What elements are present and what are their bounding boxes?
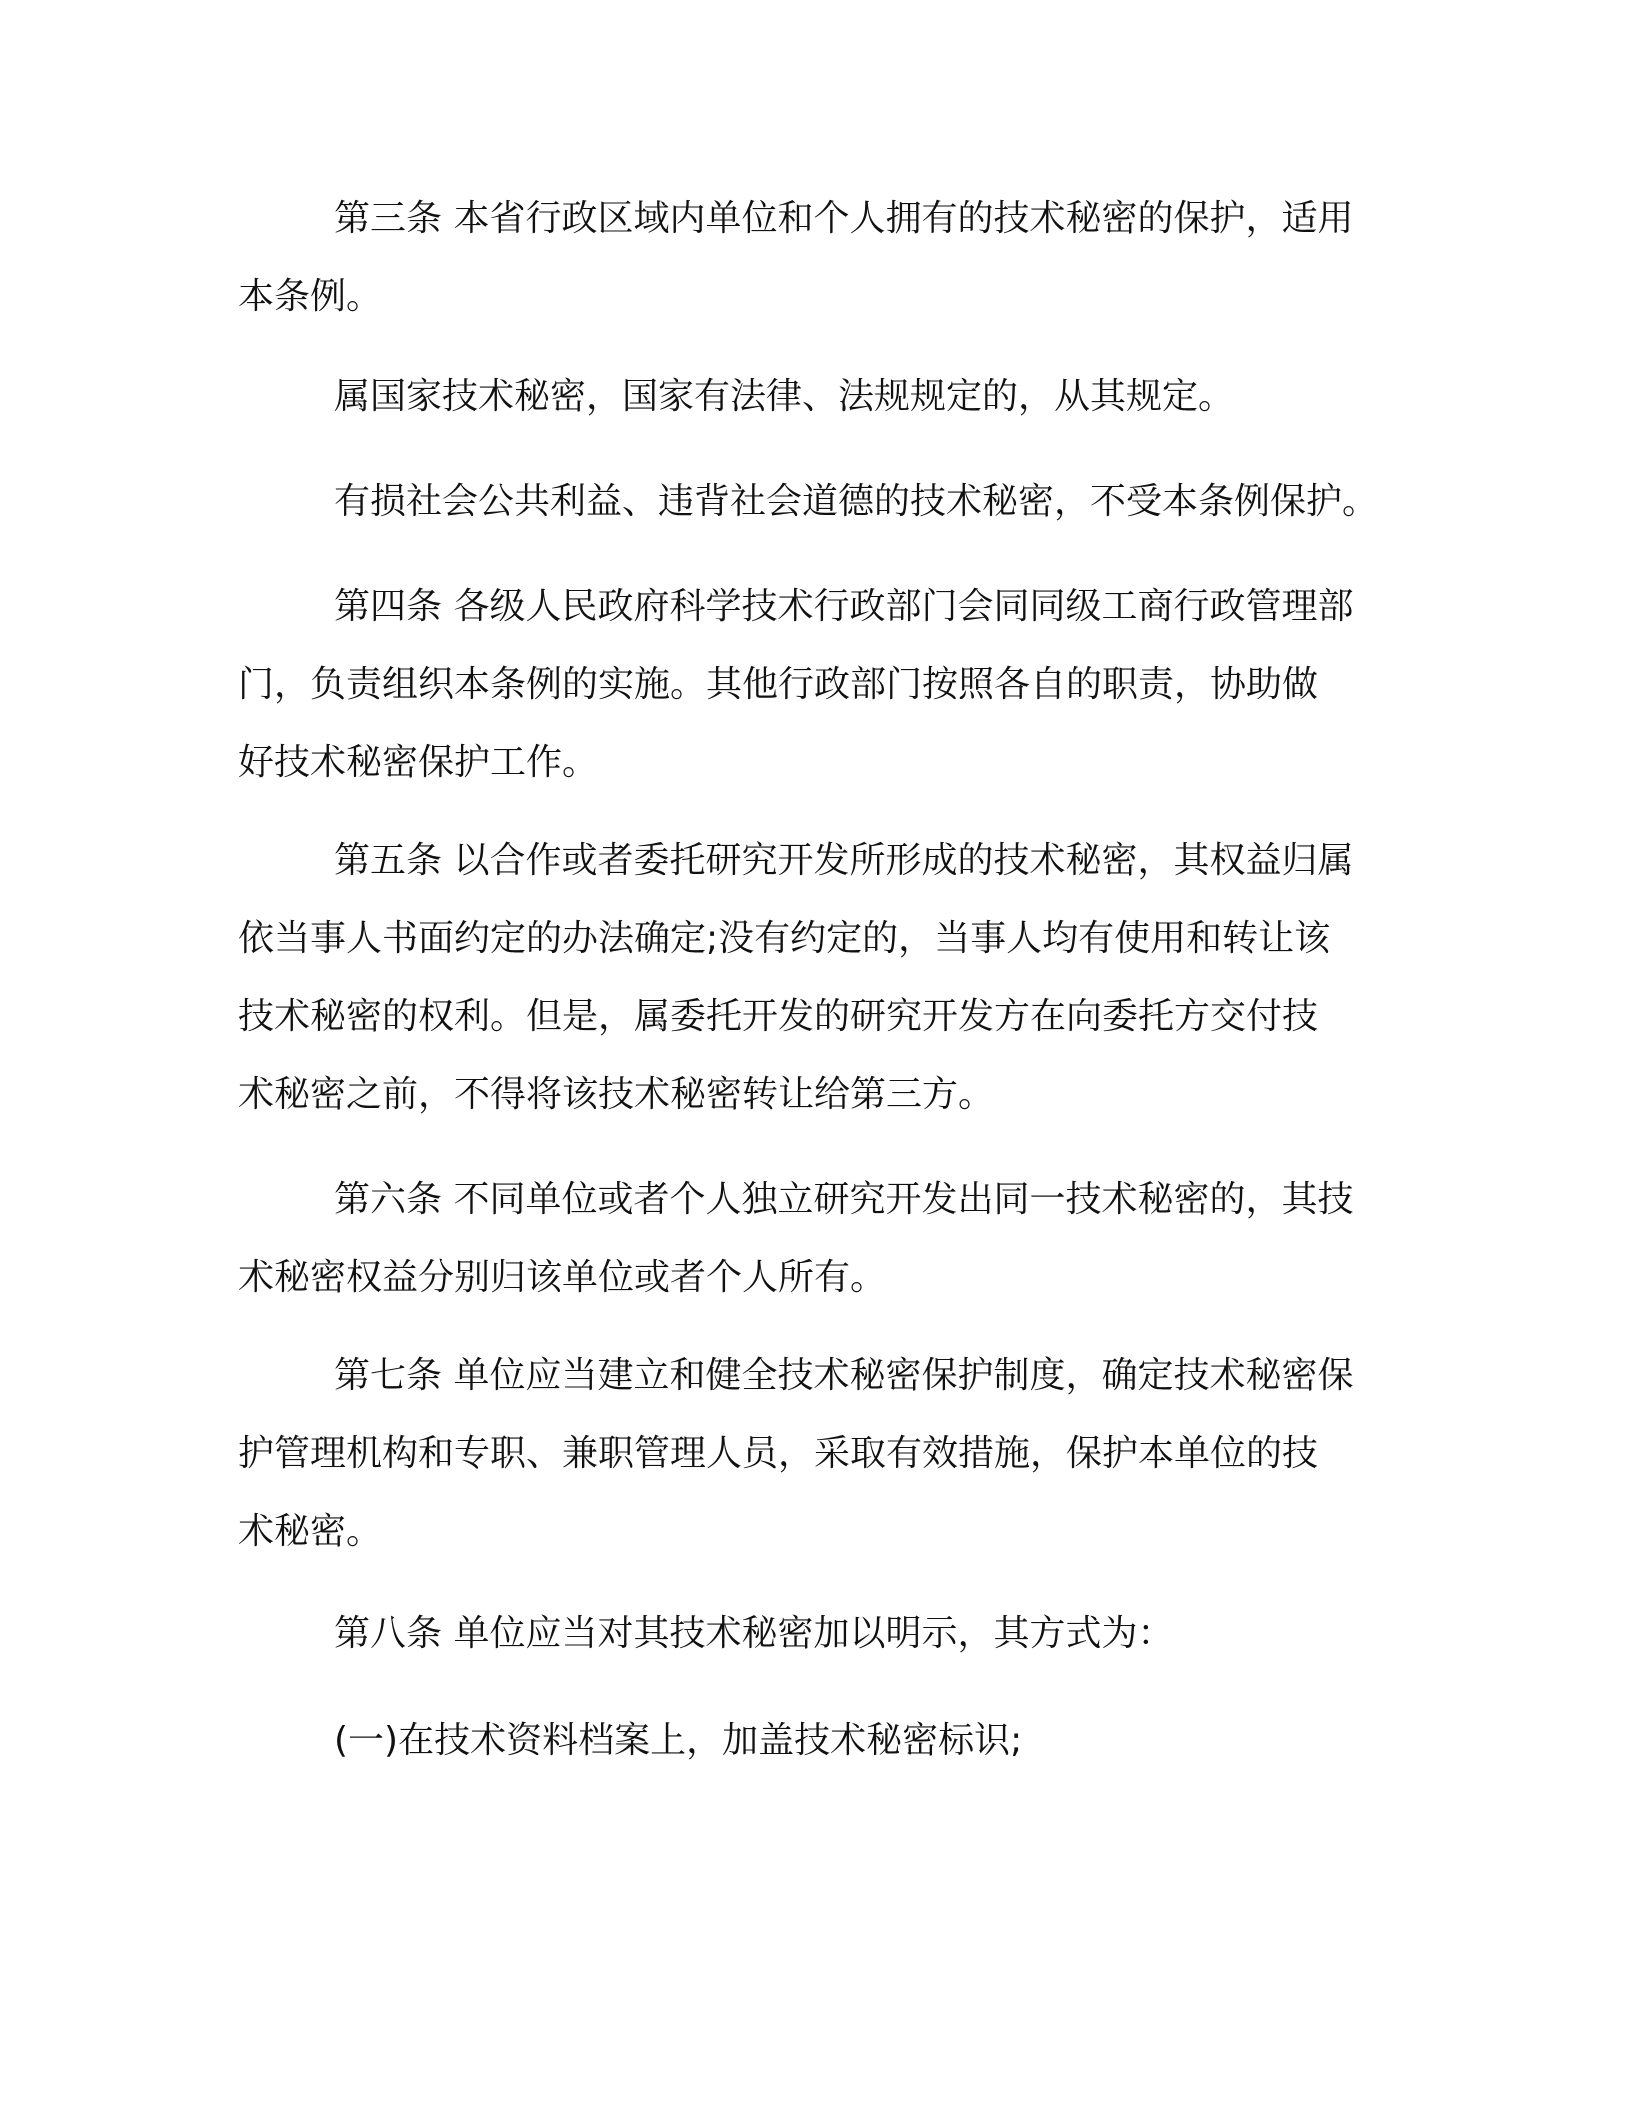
text-line: 第三条 本省行政区域内单位和个人拥有的技术秘密的保护，适用: [334, 198, 1354, 239]
text-line: 有损社会公共利益、违背社会道德的技术秘密，不受本条例保护。: [334, 481, 1379, 522]
paragraph-item-1: [238, 1702, 1388, 1780]
text-line: 本条例。: [238, 276, 383, 317]
text-line: (一)在技术资料档案上，加盖技术秘密标识;: [334, 1720, 1023, 1761]
paragraph-national-secrets: [238, 358, 1388, 436]
text-line: 第八条 单位应当对其技术秘密加以明示，其方式为：: [334, 1613, 1174, 1654]
paragraph-article-5: [238, 822, 1388, 1134]
text-line: 第七条 单位应当建立和健全技术秘密保护制度，确定技术秘密保: [334, 1355, 1354, 1396]
text-line: 第五条 以合作或者委托研究开发所形成的技术秘密，其权益归属: [334, 840, 1354, 881]
text-line: 术秘密之前，不得将该技术秘密转让给第三方。: [238, 1074, 995, 1115]
text-line: 门，负责组织本条例的实施。其他行政部门按照各自的职责，协助做: [238, 664, 1319, 705]
paragraph-article-3: [238, 180, 1388, 336]
text-line: 技术秘密的权利。但是，属委托开发的研究开发方在向委托方交付技: [238, 996, 1319, 1037]
text-line: 第四条 各级人民政府科学技术行政部门会同同级工商行政管理部: [334, 586, 1354, 627]
paragraph-article-7: [238, 1337, 1388, 1571]
text-line: 属国家技术秘密，国家有法律、法规规定的，从其规定。: [334, 376, 1235, 417]
text-line: 术秘密权益分别归该单位或者个人所有。: [238, 1257, 887, 1298]
text-line: 好技术秘密保护工作。: [238, 742, 599, 783]
text-line: 护管理机构和专职、兼职管理人员，采取有效措施，保护本单位的技: [238, 1433, 1319, 1474]
paragraph-article-6: [238, 1161, 1388, 1317]
text-line: 术秘密。: [238, 1511, 383, 1552]
paragraph-public-interest: [238, 463, 1388, 541]
paragraph-article-8: [238, 1595, 1388, 1673]
paragraph-article-4: [238, 568, 1388, 802]
text-line: 第六条 不同单位或者个人独立研究开发出同一技术秘密的，其技: [334, 1179, 1354, 1220]
text-line: 依当事人书面约定的办法确定;没有约定的，当事人均有使用和转让该: [238, 918, 1331, 959]
